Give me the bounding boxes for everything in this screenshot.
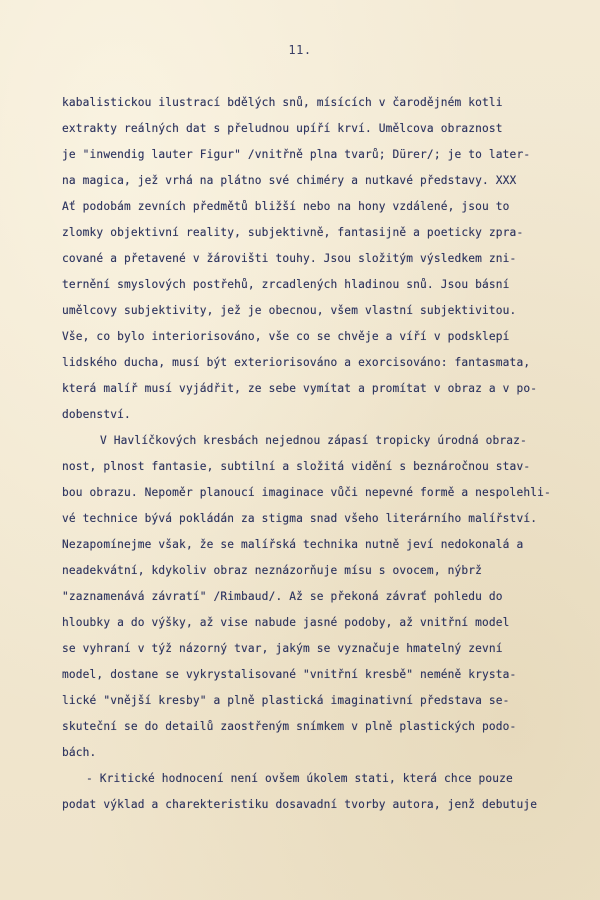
text-line: zlomky objektivní reality, subjektivně, fantasijně a poeticky zpra- [62, 226, 524, 239]
text-line: kabalistickou ilustrací bdělých snů, mísících v čarodějném kotli [62, 96, 503, 109]
text-line: Ať podobám zevních předmětů bližší nebo na hony vzdálené, jsou to [62, 200, 510, 213]
text-line: dobenství. [62, 408, 131, 421]
text-line: ternění smyslových postřehů, zrcadlených hladinou snů. Jsou básní [62, 278, 510, 291]
text-line: se vyhraní v týž názorný tvar, jakým se vyznačuje hmatelný zevní [62, 642, 503, 655]
text-line: je "inwendig lauter Figur" /vnitřně plna tvarů; Dürer/; je to later- [62, 148, 531, 161]
text-line: "zaznamenává závratí" /Rimbaud/. Až se překoná závrať pohledu do [62, 590, 503, 603]
text-line: nost, plnost fantasie, subtilní a složitá vidění s beznáročnou stav- [62, 460, 531, 473]
text-line: lidského ducha, musí být exteriorisováno a exorcisováno: fantasmata, [62, 356, 531, 369]
text-line: skuteční se do detailů zaostřeným snímkem v plně plastických podo- [62, 720, 517, 733]
text-line: neadekvátní, kdykoliv obraz neznázorňuje mísu s ovocem, nýbrž [62, 564, 483, 577]
text-line: lické "vnější kresby" a plně plastická imaginativní představa se- [62, 694, 510, 707]
page-number: 11. [288, 43, 312, 57]
text-line: extrakty reálných dat s přeludnou upíří krví. Umělcova obraznost [62, 122, 503, 135]
text-line: Vše, co bylo interiorisováno, vše co se chvěje a víří v podsklepí [62, 330, 510, 343]
text-line: Nezapomínejme však, že se malířská technika nutně jeví nedokonalá a [62, 538, 524, 551]
text-line: hloubky a do výšky, až vise nabude jasné podoby, až vnitřní model [62, 616, 510, 629]
paragraph-start-line: V Havlíčkových kresbách nejednou zápasí tropicky úrodná obraz- [100, 434, 527, 447]
text-line: bách. [62, 746, 97, 759]
text-line: model, dostane se vykrystalisované "vnitřní kresbě" neméně krysta- [62, 668, 517, 681]
text-line: na magica, jež vrhá na plátno své chiméry a nutkavé představy. XXX [62, 174, 517, 187]
text-line: cované a přetavené v žárovišti touhy. Jsou složitým výsledkem zni- [62, 252, 517, 265]
text-line: která malíř musí vyjádřit, ze sebe vymítat a promítat v obraz a v po- [62, 382, 538, 395]
text-line: bou obrazu. Nepoměr planoucí imaginace vůči nepevné formě a nespolehli- [62, 486, 551, 499]
text-line: vé technice bývá pokládán za stigma snad všeho literárního malířství. [62, 512, 538, 525]
text-line: umělcovy subjektivity, jež je obecnou, všem vlastní subjektivitou. [62, 304, 517, 317]
text-line: podat výklad a charekteristiku dosavadní tvorby autora, jenž debutuje [62, 798, 538, 811]
paragraph-start-line: - Kritické hodnocení není ovšem úkolem stati, která chce pouze [86, 772, 513, 785]
